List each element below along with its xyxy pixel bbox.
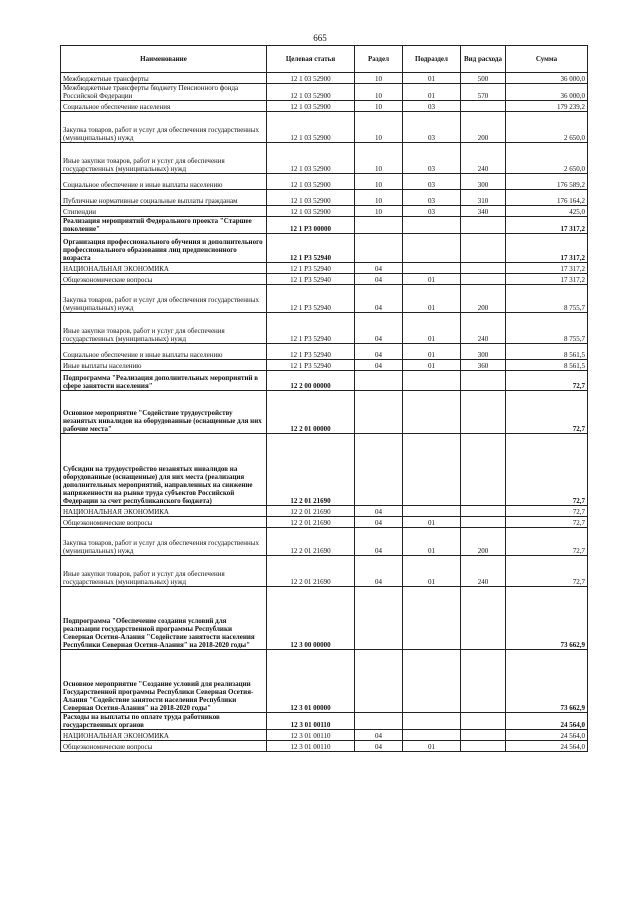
cell-subsection	[403, 587, 461, 650]
cell-subsection: 03	[403, 190, 461, 206]
cell-subsection	[403, 371, 461, 391]
cell-section: 04	[355, 741, 403, 752]
cell-name: Закупка товаров, работ и услуг для обеспечения государственных (муниципальных) нужд	[61, 112, 267, 143]
table-row	[61, 263, 588, 274]
cell-target-code: 12 3 01 00110	[267, 730, 355, 741]
cell-target-code: 12 3 01 00110	[267, 713, 355, 730]
table-row	[61, 434, 588, 506]
cell-expense-type	[461, 730, 506, 741]
cell-subsection: 01	[403, 344, 461, 360]
table-row	[61, 101, 588, 112]
cell-expense-type	[461, 263, 506, 274]
cell-target-code: 12 1 P3 52940	[267, 360, 355, 371]
cell-subsection: 01	[403, 517, 461, 528]
cell-subsection	[403, 234, 461, 263]
cell-name: НАЦИОНАЛЬНАЯ ЭКОНОМИКА	[61, 730, 267, 741]
cell-target-code: 12 2 01 21690	[267, 506, 355, 517]
column-header-name: Наименование	[61, 46, 267, 73]
cell-amount: 24 564,0	[506, 730, 588, 741]
column-header-subsection: Подраздел	[403, 46, 461, 73]
table-row	[61, 274, 588, 285]
table-row	[61, 730, 588, 741]
table-row	[61, 73, 588, 84]
cell-expense-type: 570	[461, 84, 506, 101]
cell-name: Социальное обеспечение и иные выплаты населению	[61, 174, 267, 190]
cell-target-code: 12 1 P3 52940	[267, 313, 355, 344]
cell-target-code: 12 1 03 52900	[267, 143, 355, 174]
cell-section	[355, 650, 403, 713]
table-row	[61, 112, 588, 143]
cell-section	[355, 217, 403, 234]
cell-expense-type	[461, 713, 506, 730]
cell-expense-type: 200	[461, 528, 506, 556]
cell-expense-type	[461, 587, 506, 650]
cell-amount: 176 589,2	[506, 174, 588, 190]
column-header-amount: Сумма	[506, 46, 588, 73]
cell-name: Закупка товаров, работ и услуг для обеспечения государственных (муниципальных) нужд	[61, 285, 267, 313]
cell-name: Стипендии	[61, 206, 267, 217]
cell-subsection: 01	[403, 360, 461, 371]
cell-expense-type	[461, 434, 506, 506]
cell-subsection	[403, 506, 461, 517]
cell-subsection	[403, 391, 461, 434]
cell-amount: 72,7	[506, 528, 588, 556]
cell-section: 04	[355, 360, 403, 371]
cell-section	[355, 713, 403, 730]
cell-expense-type	[461, 650, 506, 713]
cell-subsection: 03	[403, 174, 461, 190]
cell-target-code: 12 1 03 52900	[267, 84, 355, 101]
cell-subsection	[403, 730, 461, 741]
cell-target-code: 12 1 03 52900	[267, 112, 355, 143]
cell-amount: 73 662,9	[506, 650, 588, 713]
cell-section: 04	[355, 313, 403, 344]
table-row	[61, 391, 588, 434]
cell-amount: 17 317,2	[506, 263, 588, 274]
cell-section: 10	[355, 174, 403, 190]
table-row	[61, 650, 588, 713]
table-row	[61, 285, 588, 313]
table-row	[61, 174, 588, 190]
cell-subsection	[403, 217, 461, 234]
cell-subsection	[403, 263, 461, 274]
cell-subsection: 01	[403, 285, 461, 313]
cell-subsection: 01	[403, 313, 461, 344]
cell-subsection	[403, 713, 461, 730]
cell-amount: 8 755,7	[506, 285, 588, 313]
cell-section	[355, 234, 403, 263]
table-row	[61, 587, 588, 650]
cell-target-code: 12 1 P3 52940	[267, 285, 355, 313]
cell-name: Расходы на выплаты по оплате труда работников государственных органов	[61, 713, 267, 730]
table-row	[61, 360, 588, 371]
cell-subsection: 03	[403, 143, 461, 174]
cell-amount: 36 000,0	[506, 73, 588, 84]
cell-expense-type: 340	[461, 206, 506, 217]
cell-section	[355, 391, 403, 434]
cell-expense-type: 310	[461, 190, 506, 206]
cell-name: Субсидии на трудоустройство незанятых инвалидов на оборудованные (оснащенные) для них места (реализация дополнительных мероприятий, направленных на снижение напряженности на рынке труда субъектов Российской Федерации за счет республиканского бюджета)	[61, 434, 267, 506]
cell-expense-type	[461, 371, 506, 391]
cell-section: 10	[355, 112, 403, 143]
cell-amount: 24 564,0	[506, 741, 588, 752]
cell-section: 04	[355, 274, 403, 285]
cell-amount: 72,7	[506, 391, 588, 434]
cell-target-code: 12 1 03 52900	[267, 73, 355, 84]
cell-section: 04	[355, 528, 403, 556]
cell-name: Общеэкономические вопросы	[61, 274, 267, 285]
cell-section: 04	[355, 506, 403, 517]
table-row	[61, 556, 588, 587]
table-row	[61, 217, 588, 234]
cell-target-code: 12 1 03 52900	[267, 190, 355, 206]
cell-section: 10	[355, 84, 403, 101]
cell-subsection: 03	[403, 112, 461, 143]
cell-expense-type	[461, 517, 506, 528]
cell-expense-type	[461, 506, 506, 517]
cell-name: Социальное обеспечение и иные выплаты населению	[61, 344, 267, 360]
cell-target-code: 12 2 00 00000	[267, 371, 355, 391]
cell-target-code: 12 1 P3 52940	[267, 263, 355, 274]
cell-name: Иные закупки товаров, работ и услуг для обеспечения государственных (муниципальных) нужд	[61, 313, 267, 344]
table-row	[61, 84, 588, 101]
cell-amount: 2 650,0	[506, 143, 588, 174]
cell-amount: 2 650,0	[506, 112, 588, 143]
cell-subsection: 01	[403, 84, 461, 101]
cell-expense-type: 240	[461, 143, 506, 174]
cell-name: Подпрограмма "Реализация дополнительных мероприятий в сфере занятости населения"	[61, 371, 267, 391]
cell-expense-type: 300	[461, 174, 506, 190]
cell-name: Иные выплаты населению	[61, 360, 267, 371]
cell-section: 10	[355, 73, 403, 84]
cell-section	[355, 434, 403, 506]
cell-amount: 36 000,0	[506, 84, 588, 101]
column-header-code: Целевая статья	[267, 46, 355, 73]
budget-table	[60, 45, 588, 752]
cell-subsection: 01	[403, 274, 461, 285]
cell-amount: 8 561,5	[506, 360, 588, 371]
cell-section: 04	[355, 344, 403, 360]
cell-target-code: 12 1 03 52900	[267, 174, 355, 190]
column-header-expense-type: Вид расхода	[461, 46, 506, 73]
cell-name: Иные закупки товаров, работ и услуг для обеспечения государственных (муниципальных) нужд	[61, 143, 267, 174]
table-row	[61, 741, 588, 752]
table-row	[61, 143, 588, 174]
cell-name: НАЦИОНАЛЬНАЯ ЭКОНОМИКА	[61, 263, 267, 274]
cell-amount: 72,7	[506, 434, 588, 506]
cell-subsection: 01	[403, 741, 461, 752]
cell-target-code: 12 1 P3 52940	[267, 234, 355, 263]
cell-target-code: 12 3 00 00000	[267, 587, 355, 650]
cell-target-code: 12 1 P3 52940	[267, 344, 355, 360]
cell-expense-type: 360	[461, 360, 506, 371]
cell-section: 10	[355, 101, 403, 112]
cell-name: Публичные нормативные социальные выплаты гражданам	[61, 190, 267, 206]
cell-subsection: 01	[403, 528, 461, 556]
cell-amount: 17 317,2	[506, 234, 588, 263]
cell-expense-type: 200	[461, 285, 506, 313]
cell-expense-type	[461, 741, 506, 752]
cell-name: Подпрограмма "Обеспечение создания условий для реализации государственной программы Республики Северная Осетия-Алания "Содействие занятости населения Республики Северная Осетия-Алания" на 2018-2020 годы"	[61, 587, 267, 650]
cell-section	[355, 587, 403, 650]
table-row	[61, 517, 588, 528]
table-header-row	[61, 46, 588, 73]
cell-expense-type	[461, 274, 506, 285]
cell-section: 04	[355, 517, 403, 528]
table-row	[61, 344, 588, 360]
table-row	[61, 190, 588, 206]
cell-subsection: 01	[403, 556, 461, 587]
cell-subsection	[403, 434, 461, 506]
table-row	[61, 713, 588, 730]
cell-amount: 72,7	[506, 371, 588, 391]
cell-name: Организация профессионального обучения и дополнительного профессионального образования лиц предпенсионного возраста	[61, 234, 267, 263]
cell-amount: 179 239,2	[506, 101, 588, 112]
cell-target-code: 12 3 01 00110	[267, 741, 355, 752]
page-number: 665	[313, 33, 327, 43]
cell-name: Основное мероприятие "Создание условий для реализации Государственной программы Республики Северная Осетия-Алания "Содействие занятости населения Республики Северная Осетия-Алания" на 2018-2020 годы"	[61, 650, 267, 713]
cell-target-code: 12 1 P3 00000	[267, 217, 355, 234]
cell-section	[355, 371, 403, 391]
cell-amount: 72,7	[506, 556, 588, 587]
table-row	[61, 371, 588, 391]
cell-amount: 73 662,9	[506, 587, 588, 650]
cell-target-code: 12 2 01 00000	[267, 391, 355, 434]
cell-target-code: 12 3 01 00000	[267, 650, 355, 713]
cell-expense-type: 300	[461, 344, 506, 360]
cell-amount: 17 317,2	[506, 274, 588, 285]
cell-name: Социальное обеспечение населения	[61, 101, 267, 112]
cell-amount: 72,7	[506, 517, 588, 528]
cell-expense-type: 500	[461, 73, 506, 84]
cell-name: Закупка товаров, работ и услуг для обеспечения государственных (муниципальных) нужд	[61, 528, 267, 556]
cell-amount: 176 164,2	[506, 190, 588, 206]
cell-section: 04	[355, 556, 403, 587]
table-row	[61, 506, 588, 517]
cell-name: Основное мероприятие "Содействие трудоустройству незанятых инвалидов на оборудованные (оснащенные для них рабочие места"	[61, 391, 267, 434]
cell-section: 04	[355, 730, 403, 741]
cell-expense-type: 200	[461, 112, 506, 143]
cell-section: 04	[355, 285, 403, 313]
cell-expense-type	[461, 217, 506, 234]
cell-section: 04	[355, 263, 403, 274]
cell-amount: 425,0	[506, 206, 588, 217]
cell-target-code: 12 1 03 52900	[267, 206, 355, 217]
cell-section: 10	[355, 143, 403, 174]
cell-expense-type: 240	[461, 556, 506, 587]
table-row	[61, 234, 588, 263]
cell-amount: 17 317,2	[506, 217, 588, 234]
cell-target-code: 12 2 01 21690	[267, 528, 355, 556]
table-row	[61, 313, 588, 344]
cell-expense-type	[461, 391, 506, 434]
cell-amount: 8 755,7	[506, 313, 588, 344]
cell-section: 10	[355, 206, 403, 217]
table-row	[61, 206, 588, 217]
cell-target-code: 12 1 03 52900	[267, 101, 355, 112]
cell-name: Реализация мероприятий Федерального проекта "Старшее поколение"	[61, 217, 267, 234]
cell-target-code: 12 1 P3 52940	[267, 274, 355, 285]
cell-section: 10	[355, 190, 403, 206]
cell-subsection	[403, 650, 461, 713]
cell-subsection: 03	[403, 206, 461, 217]
cell-amount: 24 564,0	[506, 713, 588, 730]
cell-name: Общеэкономические вопросы	[61, 741, 267, 752]
cell-amount: 72,7	[506, 506, 588, 517]
cell-subsection: 03	[403, 101, 461, 112]
cell-name: НАЦИОНАЛЬНАЯ ЭКОНОМИКА	[61, 506, 267, 517]
cell-amount: 8 561,5	[506, 344, 588, 360]
cell-target-code: 12 2 01 21690	[267, 556, 355, 587]
cell-name: Межбюджетные трансферты бюджету Пенсионного фонда Российской Федерации	[61, 84, 267, 101]
column-header-section: Раздел	[355, 46, 403, 73]
cell-expense-type: 240	[461, 313, 506, 344]
cell-name: Межбюджетные трансферты	[61, 73, 267, 84]
cell-target-code: 12 2 01 21690	[267, 517, 355, 528]
cell-name: Иные закупки товаров, работ и услуг для обеспечения государственных (муниципальных) нужд	[61, 556, 267, 587]
cell-target-code: 12 2 01 21690	[267, 434, 355, 506]
table-row	[61, 528, 588, 556]
cell-expense-type	[461, 234, 506, 263]
table-body	[61, 73, 588, 752]
cell-expense-type	[461, 101, 506, 112]
cell-subsection: 01	[403, 73, 461, 84]
cell-name: Общеэкономические вопросы	[61, 517, 267, 528]
